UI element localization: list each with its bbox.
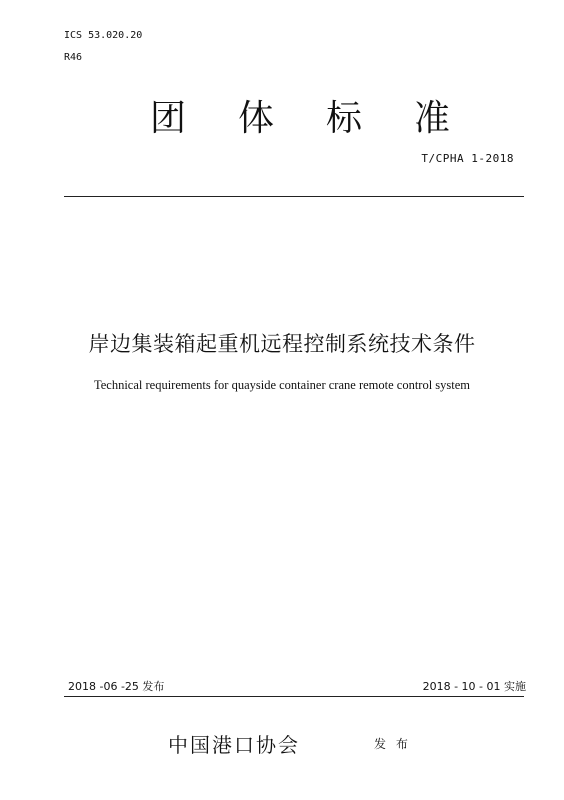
standard-number: T/CPHA 1-2018	[421, 152, 514, 165]
document-title-en: Technical requirements for quayside container crane remote control system	[93, 378, 471, 392]
classification-code: R46	[64, 52, 83, 63]
standard-type-char: 体	[237, 98, 274, 139]
standard-type-title	[150, 96, 450, 146]
publish-date: 2018 -06 -25 发布	[68, 680, 165, 693]
implement-date: 2018 - 10 - 01 实施	[422, 680, 526, 693]
issuer-name: 中国港口协会	[168, 733, 300, 757]
ics-code: ICS 53.020.20	[64, 30, 143, 41]
standard-type-char: 团	[150, 98, 187, 139]
issued-label: 发 布	[374, 737, 411, 751]
bottom-divider	[64, 696, 524, 697]
standard-type-char: 标	[325, 98, 362, 139]
top-divider	[64, 196, 524, 197]
document-title-zh: 岸边集装箱起重机远程控制系统技术条件	[88, 332, 476, 356]
standard-type-char: 准	[413, 98, 450, 139]
